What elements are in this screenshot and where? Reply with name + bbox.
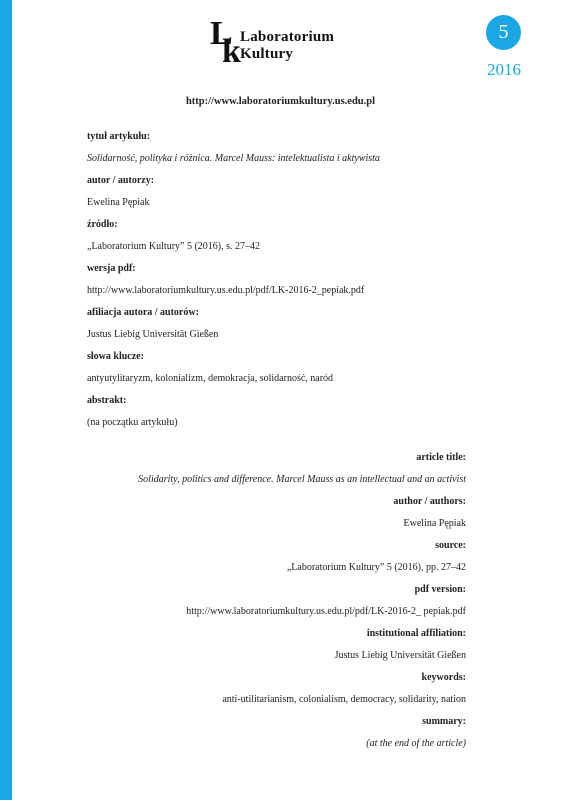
left-accent-bar	[0, 0, 12, 800]
pl-source-label: źródło:	[87, 219, 118, 230]
en-source-value: „Laboratorium Kultury” 5 (2016), pp. 27–42	[286, 562, 466, 573]
en-affiliation-value: Justus Liebig Universität Gießen	[334, 650, 466, 661]
issue-year: 2016	[487, 60, 521, 79]
en-title-label: article title:	[416, 452, 466, 463]
pl-author-value: Ewelina Pępiak	[87, 197, 150, 208]
en-author-value: Ewelina Pępiak	[403, 518, 466, 529]
pl-affiliation-label: afiliacja autora / autorów:	[87, 307, 199, 318]
logo-text-line1: Laboratorium	[240, 29, 335, 45]
pl-title-value: Solidarność, polityka i różnica. Marcel Mauss: intelektualista i aktywista	[87, 153, 380, 164]
pl-pdf-link[interactable]: http://www.laboratoriumkultury.us.edu.pl/pdf/LK-2016-2_pepiak.pdf	[87, 285, 365, 296]
en-affiliation-label: institutional affiliation:	[366, 628, 466, 639]
english-metadata	[120, 452, 466, 760]
en-author-label: author / authors:	[393, 496, 466, 507]
en-keywords-label: keywords:	[421, 672, 466, 683]
en-pdf-label: pdf version:	[414, 584, 466, 595]
pl-pdf-label: wersja pdf:	[87, 263, 136, 274]
pl-source-value: „Laboratorium Kultury” 5 (2016), s. 27–42	[87, 241, 261, 252]
en-keywords-value: anti-utilitarianism, colonialism, democracy, solidarity, nation	[222, 694, 466, 705]
en-pdf-link[interactable]: http://www.laboratoriumkultury.us.edu.pl/pdf/LK-2016-2_ pepiak.pdf	[186, 606, 466, 617]
polish-metadata	[87, 131, 527, 439]
en-title-value: Solidarity, politics and difference. Marcel Mauss as an intellectual and an activist	[138, 474, 466, 485]
en-summary-label: summary:	[422, 716, 466, 727]
pl-affiliation-value: Justus Liebig Universität Gießen	[87, 329, 219, 340]
logo-letter-k: k	[222, 33, 241, 70]
pl-abstract-label: abstrakt:	[87, 395, 127, 406]
site-url[interactable]: http://www.laboratoriumkultury.us.edu.pl	[185, 96, 376, 107]
issue-number-badge: 5	[486, 15, 521, 50]
pl-keywords-value: antyutylitaryzm, kolonializm, demokracja, solidarność, naród	[87, 373, 334, 384]
pl-author-label: autor / autorzy:	[87, 175, 155, 186]
pl-keywords-label: słowa klucze:	[87, 351, 144, 362]
pl-abstract-value: (na początku artykułu)	[87, 417, 178, 428]
en-source-label: source:	[435, 540, 466, 551]
journal-logo	[210, 15, 350, 70]
en-summary-value: (at the end of the article)	[366, 738, 466, 749]
logo-text-line2: Kultury	[240, 46, 294, 62]
logo-letter-l: L	[210, 15, 233, 52]
pl-title-label: tytuł artykułu:	[87, 131, 151, 142]
